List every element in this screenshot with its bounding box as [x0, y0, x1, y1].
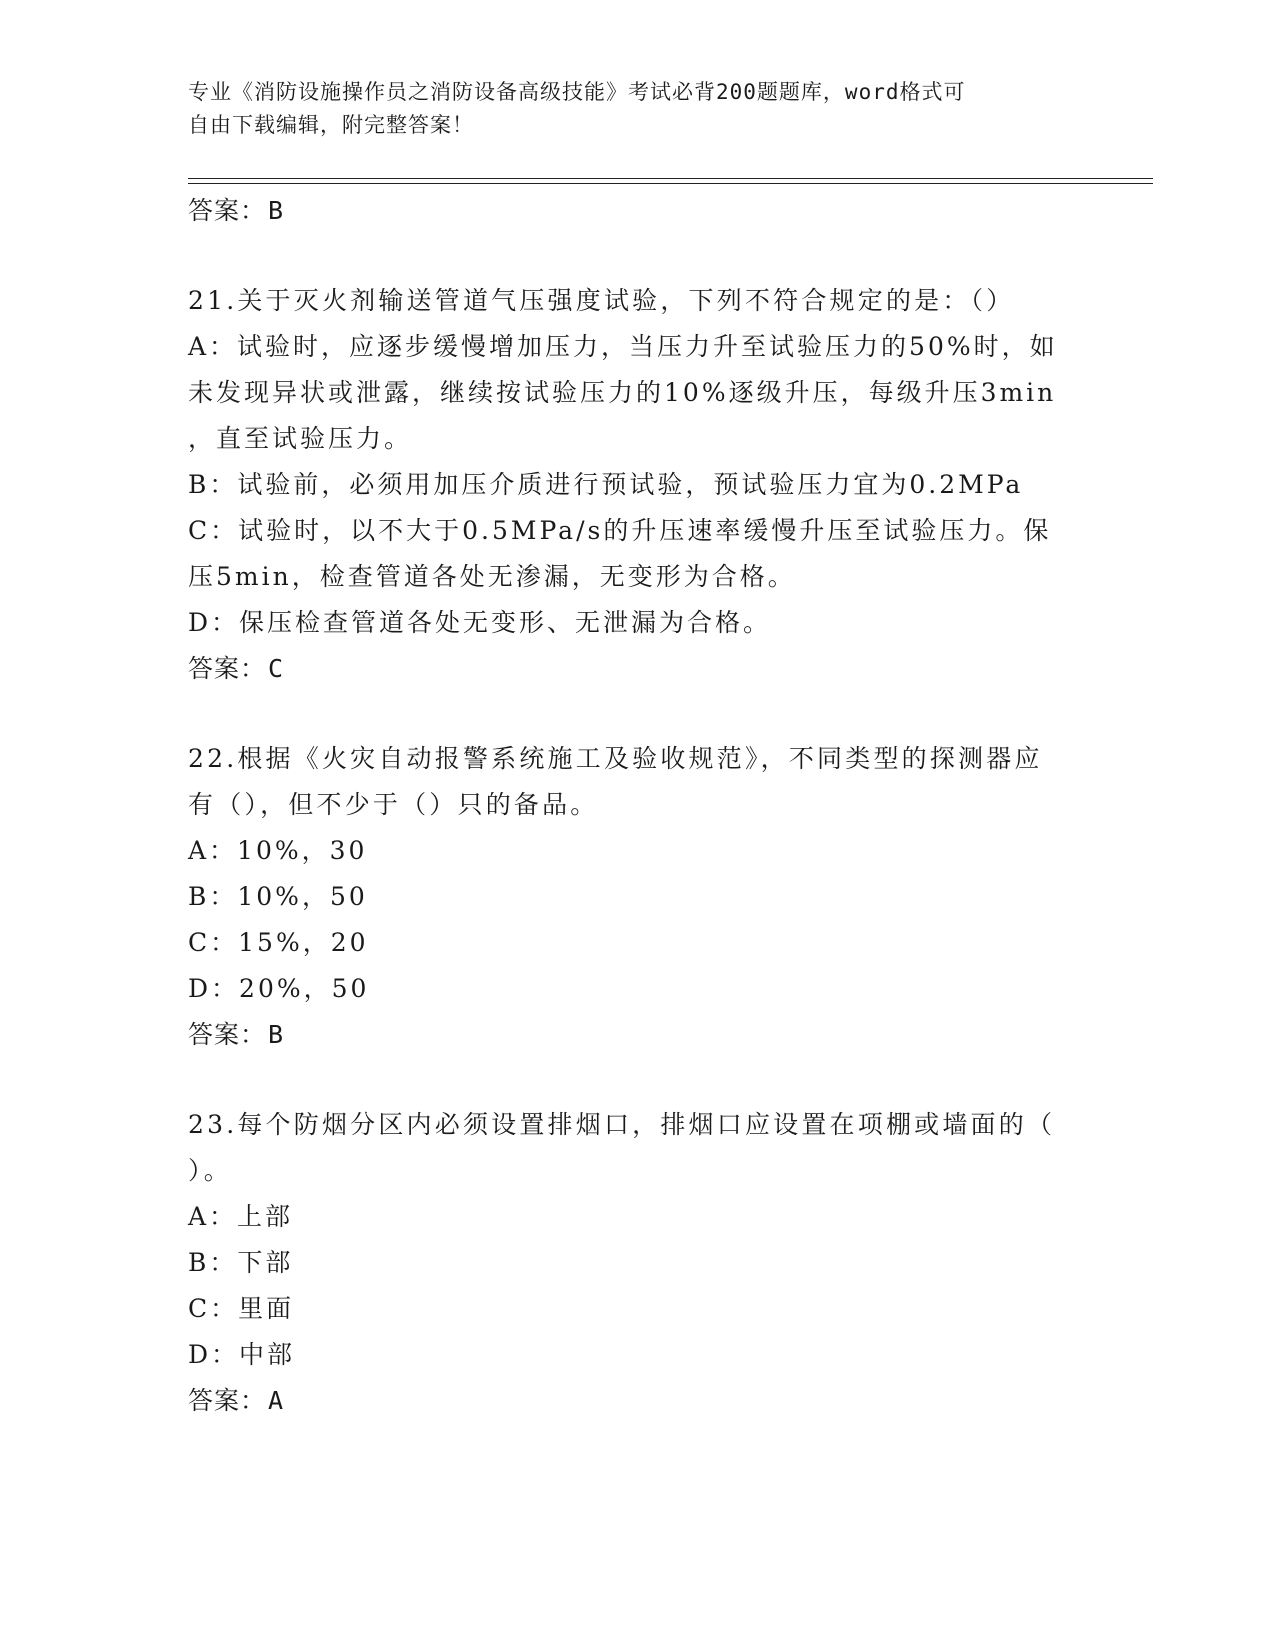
spacer — [188, 234, 1088, 278]
header-line-2: 自由下载编辑，附完整答案！ — [188, 113, 474, 137]
answer-line — [188, 1012, 1088, 1058]
option-d: D：20%，50 — [188, 974, 370, 1003]
answer-label: 答案： — [188, 196, 267, 225]
answer-value: C — [268, 654, 285, 683]
question-21 — [188, 278, 1088, 692]
option-d: D：保压检查管道各处无变形、无泄漏为合格。 — [188, 608, 772, 637]
option-c-continued: 压5min，检查管道各处无渗漏，无变形为合格。 — [188, 562, 796, 591]
answer-line — [188, 188, 1088, 234]
header-rule-bottom — [188, 183, 1153, 184]
answer-line — [188, 1378, 1088, 1424]
question-text: 21.关于灭火剂输送管道气压强度试验，下列不符合规定的是：（） — [188, 286, 1015, 315]
spacer — [188, 1058, 1088, 1102]
spacer — [188, 692, 1088, 736]
option-a: A：10%，30 — [188, 836, 368, 865]
header-line-1: 专业《消防设施操作员之消防设备高级技能》考试必背200题题库，word格式可 — [188, 80, 966, 104]
answer-label: 答案： — [188, 1386, 267, 1415]
option-d: D：中部 — [188, 1340, 296, 1369]
question-22 — [188, 736, 1088, 1058]
header-rule-top — [188, 178, 1153, 179]
question-list — [188, 188, 1088, 1424]
option-c: C：15%，20 — [188, 928, 369, 957]
document-header — [188, 76, 1088, 142]
option-b: B：10%，50 — [188, 882, 368, 911]
answer-value: A — [268, 1386, 285, 1415]
answer-value: B — [268, 1020, 285, 1049]
option-a: A：上部 — [188, 1202, 294, 1231]
option-a: A：试验时，应逐步缓慢增加压力，当压力升至试验压力的50%时，如 — [188, 332, 1058, 361]
question-23 — [188, 1102, 1088, 1424]
answer-label: 答案： — [188, 1020, 267, 1049]
option-b: B：下部 — [188, 1248, 294, 1277]
question-text: 22.根据《火灾自动报警系统施工及验收规范》，不同类型的探测器应 — [188, 744, 1043, 773]
answer-label: 答案： — [188, 654, 267, 683]
option-a-continued: 未发现异状或泄露，继续按试验压力的10%逐级升压，每级升压3min — [188, 378, 1057, 407]
question-text: 23.每个防烟分区内必须设置排烟口，排烟口应设置在项棚或墙面的（ — [188, 1110, 1056, 1139]
option-a-continued: ，直至试验压力。 — [188, 424, 413, 453]
question-text-continued: ）。 — [188, 1156, 232, 1185]
question-text-continued: 有（），但不少于（）只的备品。 — [188, 790, 599, 819]
answer-line — [188, 646, 1088, 692]
answer-value: B — [268, 196, 285, 225]
option-c: C：里面 — [188, 1294, 295, 1323]
option-b: B：试验前，必须用加压介质进行预试验，预试验压力宜为0.2MPa — [188, 470, 1024, 499]
option-c: C：试验时，以不大于0.5MPa/s的升压速率缓慢升压至试验压力。保 — [188, 516, 1052, 545]
